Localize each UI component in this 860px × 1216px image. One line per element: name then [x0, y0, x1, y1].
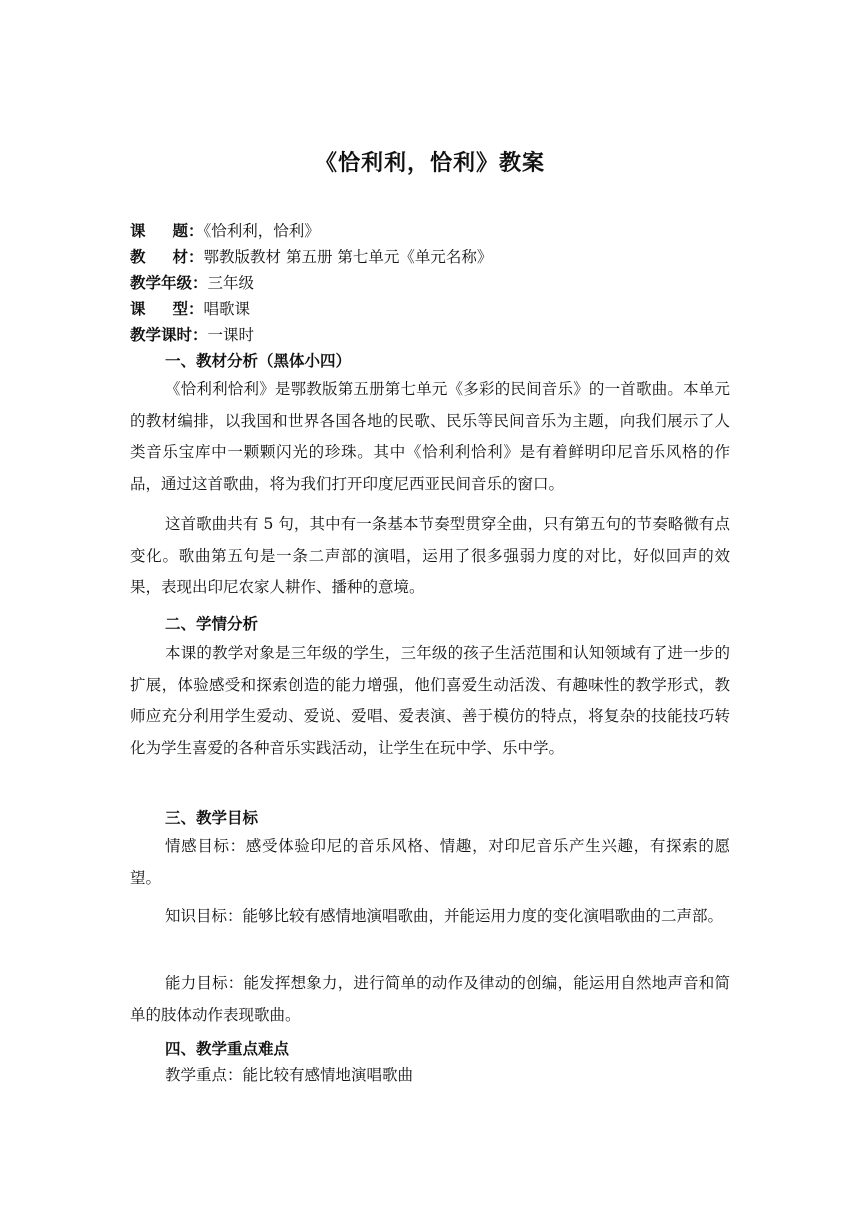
paragraph-textbook-analysis-2: 这首歌曲共有 5 句，其中有一条基本节奏型贯穿全曲，只有第五句的节奏略微有点变化。歌曲第五句是一条二声部的演唱，运用了很多强弱力度的对比，好似回声的效果，表现出印尼农家人耕作、播种的意境。 [130, 515, 730, 596]
meta-type-label: 课型： [130, 300, 204, 318]
meta-topic [130, 218, 320, 244]
page-title: 《恰利利，恰利》教案 [314, 151, 545, 176]
paragraph-goal-emotion: 情感目标：感受体验印尼的音乐风格、情趣，对印尼音乐产生兴趣，有探索的愿望。 [130, 837, 730, 887]
meta-textbook-label: 教材： [130, 248, 204, 266]
meta-periods-value: 一课时 [207, 326, 255, 344]
section-heading-learner-analysis: 二、学情分析 [165, 615, 259, 633]
section-heading-teaching-goals: 三、教学目标 [165, 809, 259, 827]
paragraph-learner-analysis: 本课的教学对象是三年级的学生，三年级的孩子生活范围和认知领域有了进一步的扩展，体验感受和探索创造的能力增强，他们喜爱生动活泼、有趣味性的教学形式，教师应充分利用学生爱动、爱说、爱唱、爱表演、善于模仿的特点，将复杂的技能技巧转化为学生喜爱的各种音乐实践活动，让学生在玩中学、乐中学。 [130, 644, 730, 757]
meta-grade-label: 教学年级： [130, 274, 208, 292]
meta-type [130, 296, 250, 322]
meta-textbook-value: 鄂教版教材 第五册 第七单元《单元名称》 [203, 248, 493, 266]
meta-type-value: 唱歌课 [203, 300, 251, 318]
paragraph-goal-knowledge: 知识目标：能够比较有感情地演唱歌曲，并能运用力度的变化演唱歌曲的二声部。 [165, 907, 724, 925]
meta-grade-value: 三年级 [207, 274, 255, 292]
meta-periods-label: 教学课时： [130, 326, 208, 344]
meta-textbook [130, 244, 492, 270]
meta-topic-value: 《恰利利，恰利》 [203, 222, 320, 240]
meta-topic-label: 课题： [130, 222, 204, 240]
section-heading-key-points: 四、教学重点难点 [165, 1040, 290, 1058]
meta-grade [130, 270, 254, 296]
paragraph-goal-ability: 能力目标：能发挥想象力，进行简单的动作及律动的创编，能运用自然地声音和简单的肢体动作表现歌曲。 [130, 974, 730, 1024]
paragraph-key-point: 教学重点：能比较有感情地演唱歌曲 [165, 1066, 414, 1084]
meta-periods [130, 322, 254, 348]
paragraph-textbook-analysis-1: 《恰利利恰利》是鄂教版第五册第七单元《多彩的民间音乐》的一首歌曲。本单元的教材编排，以我国和世界各国各地的民歌、民乐等民间音乐为主题，向我们展示了人类音乐宝库中一颗颗闪光的珍珠。其中《恰利利恰利》是有着鲜明印尼音乐风格的作品，通过这首歌曲，将为我们打开印度尼西亚民间音乐的窗口。 [130, 380, 730, 493]
section-heading-textbook-analysis: 一、教材分析（黑体小四） [165, 352, 352, 370]
